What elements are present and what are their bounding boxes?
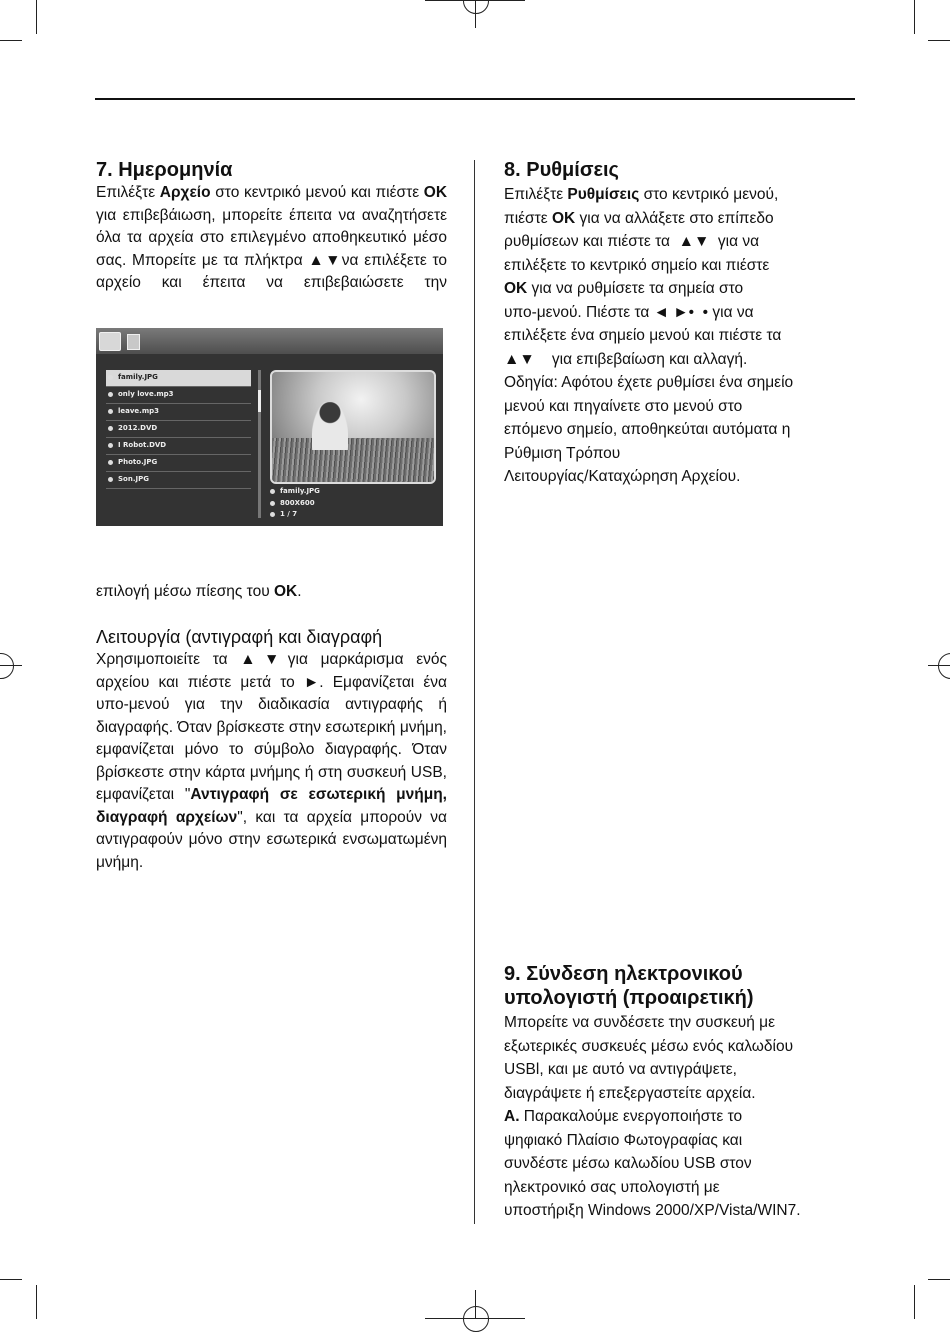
bullet-icon (108, 426, 113, 431)
bold-run: OK (274, 583, 298, 600)
file-info (270, 486, 320, 521)
section-8 (504, 158, 859, 489)
text-run: Λειτουργίας/Καταχώρηση Αρχείου. (504, 468, 741, 485)
crop-mark (36, 1285, 37, 1319)
crop-mark (928, 1279, 950, 1280)
text-run: ", και τα αρχεία μπορούν να αντιγραφούν μόνο στην εσωτερικά ενσωματωμένη μνήμη. (96, 808, 447, 871)
file-name: I Robot.DVD (118, 441, 167, 449)
section-7-body (96, 182, 447, 295)
text-line (504, 301, 859, 325)
text-run: Χρησιμοποιείτε τα ▲▼για μαρκάρισμα ενός αρχείου και πιέστε μετά το ►. Εμφανίζεται ένα υπο-μενού για την διαδικασία αντιγραφής ή διαγραφής. Όταν βρίσκεστε στην εσωτερική μνήμη, εμφανίζεται μόνο το σύμβολο διαγραφής. Όταν βρίσκεστε στην κάρτα μνήμης ή στη συσκευή USB, εμφανίζεται " (96, 651, 447, 803)
text-run: ψηφιακό Πλαίσιο Φωτογραφίας και (504, 1131, 743, 1149)
text-line (504, 254, 859, 278)
bold-run: OK (504, 280, 528, 297)
operation-section (96, 625, 447, 874)
file-name: only love.mp3 (118, 390, 174, 398)
text-run: Παρακαλούμε ενεργοποιήστε το (519, 1108, 743, 1125)
section-7-continued (96, 581, 447, 604)
file-info-line (270, 486, 320, 498)
text-line (504, 1129, 859, 1153)
text-line (504, 1199, 859, 1223)
crop-mark (0, 40, 22, 41)
text-line (504, 1176, 859, 1200)
bullet-icon (270, 501, 275, 506)
text-line (504, 1105, 859, 1129)
bold-run: Ρυθμίσεις (567, 186, 640, 203)
registration-mark (928, 630, 950, 700)
text-line (504, 324, 859, 348)
file-list-item (106, 421, 251, 438)
document-icon (127, 334, 140, 350)
text-line (504, 418, 859, 442)
text-run: Επιλέξτε (504, 186, 568, 203)
text-run: Μπορείτε να συνδέσετε την συσκευή με (504, 1014, 775, 1031)
text-run: συνδέστε μέσω καλωδίου USB στον (504, 1155, 752, 1172)
text-line (504, 371, 859, 395)
file-info-line (270, 509, 320, 521)
text-run: USBl, και με αυτό να αντιγράψετε, (504, 1061, 737, 1078)
text-line (504, 348, 859, 372)
file-list-item (106, 455, 251, 472)
text-run: στο κεντρικό μενού, (639, 186, 779, 203)
scrollbar (258, 370, 261, 518)
crop-mark (36, 0, 37, 34)
text-line (504, 1035, 859, 1059)
file-info-value: family.JPG (280, 487, 320, 495)
crop-mark (0, 1279, 22, 1280)
section-9 (504, 962, 859, 1223)
operation-body (96, 649, 447, 874)
operation-title: Λειτουργία (αντιγραφή και διαγραφή (96, 627, 383, 647)
file-list-item (106, 370, 251, 387)
header-rule (95, 98, 855, 100)
crop-mark (914, 0, 915, 34)
bullet-icon (270, 512, 275, 517)
text-line (504, 277, 859, 301)
text-run: διαγράψετε ή επεξεργαστείτε αρχεία. (504, 1084, 756, 1102)
bold-run: OK (423, 184, 448, 201)
section-7 (96, 158, 447, 295)
text-run: στο κεντρικό μενού και πιέστε (210, 184, 424, 201)
section-9-title-line-2: υπολογιστή (προαιρετική) (504, 987, 754, 1009)
file-list-item (106, 472, 251, 489)
text-run: πιέστε (504, 209, 552, 227)
file-name: leave.mp3 (118, 407, 160, 415)
file-list (106, 370, 251, 489)
file-name: family.JPG (118, 373, 158, 381)
file-list-item (106, 438, 251, 455)
text-run: ▲▼ για επιβεβαίωση και αλλαγή. (504, 350, 748, 368)
registration-mark (425, 1290, 525, 1319)
text-line (504, 207, 859, 231)
bullet-icon (108, 409, 113, 414)
bullet-icon (108, 460, 113, 465)
bullet-icon (108, 392, 113, 397)
text-run: εξωτερικές συσκευές μέσω ενός καλωδίου (504, 1037, 794, 1055)
registration-mark (425, 0, 525, 28)
text-line (504, 1058, 859, 1082)
file-info-value: 1 / 7 (280, 510, 298, 518)
section-9-title-line-1: 9. Σύνδεση ηλεκτρονικού (504, 963, 743, 985)
bold-run: Αντιγραφή σε εσωτερική μνήμη, διαγραφή αρχείων (96, 786, 447, 826)
registration-mark (0, 630, 22, 700)
bullet-icon (270, 489, 275, 494)
text-line (504, 395, 859, 419)
file-list-item (106, 387, 251, 404)
text-run: για επιβεβάιωση, μπορείτε έπειτα να αναζητήσετε όλα τα αρχεία στο επιλεγμένο αποθηκευτικό μέσο σας. Μπορείτε με τα πλήκτρα ▲▼να επιλέξετε το αρχείο και έπειτα να επιβεβαιώσετε την (96, 206, 447, 291)
file-name: Son.JPG (118, 475, 149, 483)
section-8-body (504, 183, 859, 489)
text-run: για να ρυθμίσετε τα σημεία στο (527, 280, 744, 297)
bullet-icon (108, 443, 113, 448)
text-run: . (297, 583, 302, 600)
text-run: επιλογή μέσω πίεσης του (96, 583, 274, 600)
bold-run: Αρχείο (159, 184, 211, 201)
text-run: για να αλλάξετε στο επίπεδο (575, 209, 774, 227)
scrollbar-thumb (258, 390, 261, 412)
folder-icon (99, 332, 121, 351)
bold-run: A. (504, 1108, 520, 1125)
section-8-title: 8. Ρυθμίσεις (504, 159, 619, 181)
file-list-item (106, 404, 251, 421)
text-run: Ρύθμιση Τρόπου (504, 444, 621, 462)
crop-mark (914, 1285, 915, 1319)
text-line (504, 465, 859, 489)
text-line (504, 442, 859, 466)
file-browser-screenshot (96, 328, 443, 526)
text-line (504, 1011, 859, 1035)
photo-subject (312, 402, 348, 450)
text-run: ρυθμίσεων και πιέστε τα ▲▼ για να (504, 233, 760, 250)
text-line (504, 183, 859, 207)
text-line (504, 1152, 859, 1176)
text-run: μενού και πηγαίνετε στο μενού στο (504, 397, 743, 415)
text-run: επόμενο σημείο, αποθηκεύται αυτόματα η (504, 421, 791, 438)
photo-grass (272, 438, 434, 482)
text-run: Επιλέξτε (96, 184, 160, 201)
section-9-body (504, 1011, 859, 1223)
file-name: Photo.JPG (118, 458, 158, 466)
text-line (504, 230, 859, 254)
file-info-value: 800X600 (280, 498, 315, 507)
text-line (504, 1082, 859, 1106)
photo-preview (270, 370, 436, 484)
text-run: υπο-μενού. Πιέστε τα ◄ ►• • για να (504, 303, 754, 321)
section-7-title: 7. Ημερομηνία (96, 159, 233, 181)
file-name: 2012.DVD (118, 424, 158, 432)
text-run: επιλέξετε ένα σημείο μενού και πιέστε τα (504, 327, 782, 344)
crop-mark (928, 40, 950, 41)
text-run: Οδηγία: Αφότου έχετε ρυθμίσει ένα σημείο (504, 374, 794, 391)
browser-toolbar (96, 328, 443, 354)
text-run: επιλέξετε το κεντρικό σημείο και πιέστε (504, 256, 770, 274)
column-divider (474, 160, 475, 1224)
text-run: υποστήριξη Windows 2000/XP/Vista/WIN7. (504, 1202, 801, 1219)
bullet-icon (108, 375, 113, 380)
file-info-line (270, 498, 320, 510)
bold-run: OK (551, 209, 576, 227)
bullet-icon (108, 477, 113, 482)
section-7-after-image (96, 581, 447, 604)
text-run: ηλεκτρονικό σας υπολογιστή με (504, 1178, 720, 1196)
